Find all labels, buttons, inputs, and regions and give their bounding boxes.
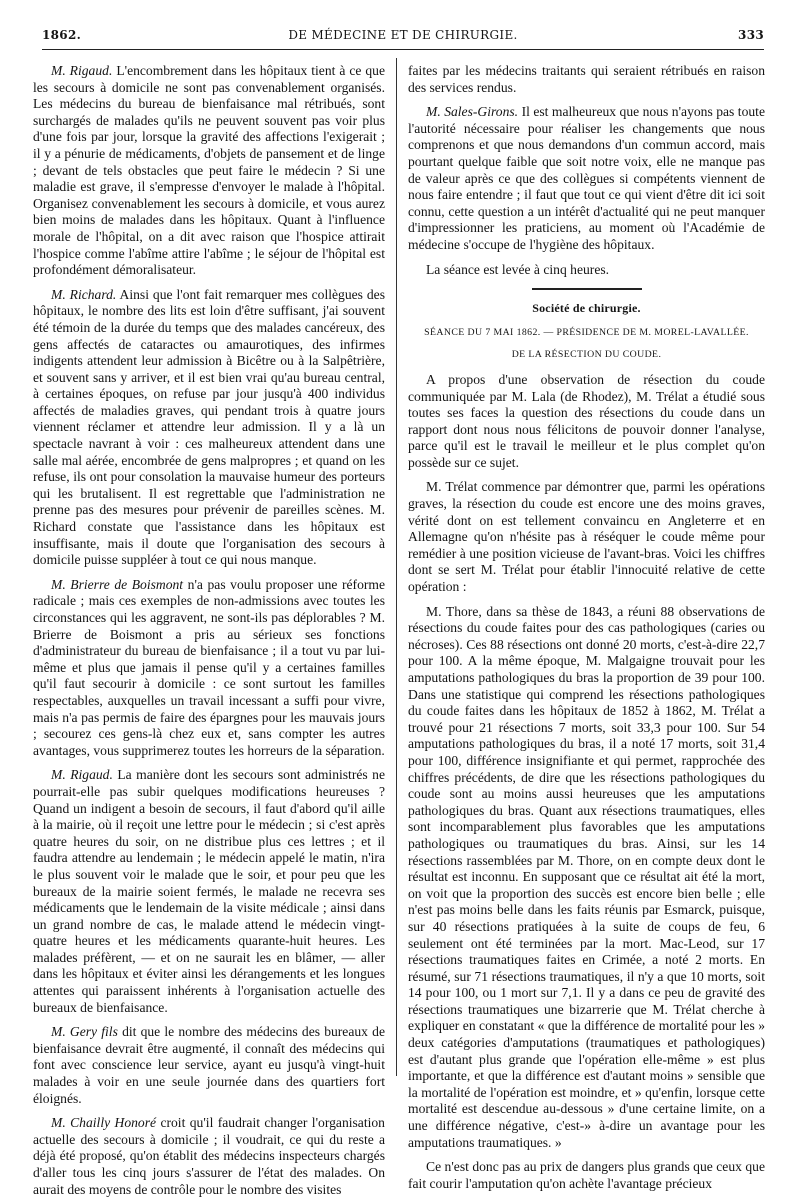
paragraph: M. Trélat commence par démontrer que, parmi les opérations graves, la résection du coude est encore une des moins graves, vérité dont on est tellement convaincu en Angleterre et en Allemagne qu'on n'hésite pas à réséquer le coude même pour remédier à une position vicieuse de l'avant-bras. Voici les chiffres dont se sert M. Trélat pour établir l'innocuité relative de cette opération : [408, 479, 765, 595]
column-divider [396, 58, 397, 1076]
paragraph-text: Il est malheureux que nous n'ayons pas toute l'autorité nécessaire pour réaliser les changements que nous comprenons et que nous demandons d'un commun accord, mais pourtant quelque faible que soit notre voix, elle ne manque pas de valeur après ce que des collègues si compétents viennent de nous faire entendre ; il faut que tout ce qui vient d'être dit ici soit connu, cette question a un intérêt d'actualité qui ne peut manquer d'impressionner les praticiens, au moment où l'Académie de médecine s'occupe de l'hygiène des hôpitaux. [408, 104, 765, 252]
paragraph-text: Ainsi que l'ont fait remarquer mes collègues des hôpitaux, le nombre des lits est loin d'être suffisant, j'ai souvent été témoin de la durée du temps que des malades cancéreux, des gens affectés de cataractes ou amaurotiques, des infirmes indigents attendent leur admission à Bicêtre ou à la Salpêtrière, et souvent sans y arriver, et il est bien vrai qu'au bureau central, à certaines époques, on refuse par jour jusqu'à 400 individus affectés de maladies graves, qui pendant trois à quatre jours viennent réclamer et attendre leur admission. Il y a là un spectacle navrant à voir : ces malheureux attendent dans une salle mal aérée, encombrée de gens malpropres ; et quand on les refuse, ils ont pour consolation la mauvaise humeur des porteurs qui les brutalisent. Il est regrettable que l'administration ne prenne pas des mesures pour prévenir de pareilles scènes. M. Richard constate que l'assistance dans les hôpitaux est insuffisante, mais il doute que l'organisation des secours à domicile puisse suppléer à tout ce qui nous manque. [33, 286, 385, 568]
society-heading: Société de chirurgie. [532, 301, 641, 316]
speaker: M. Gery fils [51, 1024, 118, 1040]
page-header [42, 28, 764, 44]
paragraph [33, 1115, 385, 1198]
page-number: 333 [738, 28, 764, 42]
closing-line: La séance est levée à cinq heures. [426, 261, 610, 277]
paragraph-text: L'encombrement dans les hôpitaux tient à ce que les secours à domicile ne sont pas convenablement organisés. Les médecins du bureau de bienfaisance mal rétribués, sont surchargés de malades qu'ils ne peuvent souvent pas voir plus d'une fois par jour, lorsque la gravité des affections l'exigerait ; il y a pénurie de médicaments, d'objets de pansement et de linge ; devant de tels obstacles que peut faire le médecin ? Si une maladie est grave, il s'empresse d'envoyer le malade à l'hôpital. Organisez convenablement les secours à domicile, et vous aurez bien moins de malades dans les hôpitaux. Quant à l'influence morale de l'hôpital, on a dit avec raison que l'hospice attirait l'hospice comme l'abîme attire l'abîme ; le séjour de l'hôpital est profondément démoralisateur. [33, 63, 385, 278]
paragraph-text: La manière dont les secours sont administrés ne pourrait-elle pas subir quelques modifications heureuses ? Quand un indigent a besoin de secours, il faut d'abord qu'il aille à la mairie, où il reçoit une lettre pour le médecin ; si c'est après quatre heures du soir, on ne distribue plus ces lettres ; et il faudra attendre au lendemain ; le médecin appelé le matin, n'ira le plus souvent voir le malade que le soir, et pour peu que les bureaux de la mairie soient fermés, le malade ne recevra ses médicaments que le lendemain de la visite médicale ; ainsi dans un grand nombre de cas, le malade attend le médecin vingt-quatre heures et les médicaments quarante-huit heures. Les malades préfèrent, — et on ne saurait les en blâmer, — aller dans les hôpitaux et éviter ainsi les dérangements et les longues attentes qui paraissent inhérents à l'organisation actuelle des bureaux de bienfaisance. [33, 767, 385, 1015]
session-line: SÉANCE DU 7 MAI 1862. — PRÉSIDENCE DE M. MOREL-LAVALLÉE. [424, 326, 749, 338]
continuation-paragraph: faites par les médecins traitants qui seraient rétribués en raison des services rendus. [408, 63, 765, 95]
section-subtitle: DE LA RÉSECTION DU COUDE. [511, 349, 662, 361]
speaker: M. Brierre de Boismont [51, 576, 184, 592]
speaker: M. Richard. [51, 286, 117, 302]
paragraph [33, 287, 385, 569]
paragraph-text: n'a pas voulu proposer une réforme radicale ; mais ces exemples de non-admissions avec toutes les circonstances qui les aggravent, ne sont-ils pas déplorables ? M. Brierre de Boismont a pris au sérieux ses fonctions d'administrateur du bureau de bienfaisance ; il a tout vu par lui-même et plus que jamais il pense qu'il y a certaines familles qu'il faut secourir à domicile : ce sont surtout les familles respectables, auxquelles un travail incessant a suffi pour vivre, mais n'a pas permis de faire des épargnes pour les mauvais jours ; secourez ces gens-là chez eux et, sans compter les autres avantages, vous supprimerez toutes les horreurs de la séparation. [33, 576, 385, 758]
paragraph: Ce n'est donc pas au prix de dangers plus grands que ceux que fait courir l'amputation qu'on achète l'avantage précieux [408, 1159, 765, 1191]
paragraph [33, 767, 385, 1016]
year: 1862. [42, 28, 82, 42]
header-rule [42, 49, 764, 50]
speaker: M. Rigaud. [51, 767, 113, 783]
paragraph [33, 577, 385, 760]
right-column [408, 63, 765, 1191]
paragraph: A propos d'une observation de résection du coude communiquée par M. Lala (de Rhodez), M. Trélat a étudié sous toutes ses faces la question des résections du coude dans un rapport dont nous nous félicitons de pouvoir donner l'analyse, parce qu'il est le travail le meilleur et le plus complet qu'on possède sur ce sujet. [408, 371, 765, 470]
speaker: M. Rigaud. [51, 63, 113, 78]
paragraph [33, 1024, 385, 1107]
paragraph [33, 63, 385, 279]
paragraph [408, 104, 765, 253]
speaker: M. Sales-Girons. [426, 104, 519, 120]
left-column [33, 63, 385, 1197]
running-title: DE MÉDECINE ET DE CHIRURGIE. [288, 28, 518, 42]
section-separator [532, 288, 642, 290]
speaker: M. Chailly Honoré [51, 1115, 157, 1131]
paragraph: M. Thore, dans sa thèse de 1843, a réuni 88 observations de résections du coude faites pour des cas pathologiques (caries ou nécroses). Ces 88 résections ont donné 20 morts, c'est-à-dire 22,7 pour 100. A la même époque, M. Malgaigne trouvait pour les amputations pathologiques du bras la proportion de 39 pour 100. Dans une statistique qui comprend les résections pathologiques du coude faites dans les hôpitaux de 1852 à 1862, M. Trélat a trouvé pour 21 résections 7 morts, soit 33,3 pour 100. Sur 54 amputations pathologiques du bras, il a noté 17 morts, soit 31,4 pour 100, différence insignifiante et qui permet, rapprochée des chiffres précédents, de dire que les résections pathologiques du coude sont au moins aussi heureuses que les amputations pathologiques du bras. Quant aux résections traumatiques, elles sont incomparablement plus favorables que les amputations pathologiques ou traumatiques du bras. Ainsi, sur les 14 résections rassemblées par M. Thore, on en compte deux dont le résultat est inconnu. En supposant que ce résultat ait été la mort, on voit que la proportion des succès est encore bien belle ; elle n'est pas moins belle dans les faits réunis par Esmarck, puisque, sur 40 résections pratiquées à la suite de coups de feu, 6 seulement ont été terminées par la mort. Mac-Leod, sur 17 résections traumatiques faites en Crimée, a noté 2 morts. En résumé, sur 71 résections traumatiques, il n'y a que 10 morts, soit 14 pour 100, ou 1 mort sur 7,1. Il y a dans ce peu de gravité des résections traumatiques une bizarrerie que M. Trélat cherche à expliquer en constatant « que la différence de mortalité pour les » deux catégories d'amputations (traumatiques et pathologiques) est d'autant plus grande que l'opération elle-même » est plus importante, et que la différence est d'autant moins » sensible que la mortalité de l'opération est moindre, et » qu'enfin, lorsque cette mortalité est descendue au-dessous » d'une certaine limite, on a une différence négative, c'est-» à-dire un avantage pour les amputations traumatiques. » [408, 603, 765, 1150]
paragraph-text: croit qu'il faudrait changer l'organisation actuelle des secours à domicile ; il voudrait, ce qui du reste a déjà été proposé, qu'on établit des médecins inspecteurs chargés d'aller tous les cinq jours s'assurer de l'état des malades. On aurait des moyens de contrôle pour le nombre des visites [33, 1115, 385, 1197]
paragraph-text: dit que le nombre des médecins des bureaux de bienfaisance devrait être augmenté, il connaît des médecins qui font avec conscience leur service, ayant eu jusqu'à vingt-huit malades à voir en une seule journée dans des quartiers fort éloignés. [33, 1024, 385, 1106]
